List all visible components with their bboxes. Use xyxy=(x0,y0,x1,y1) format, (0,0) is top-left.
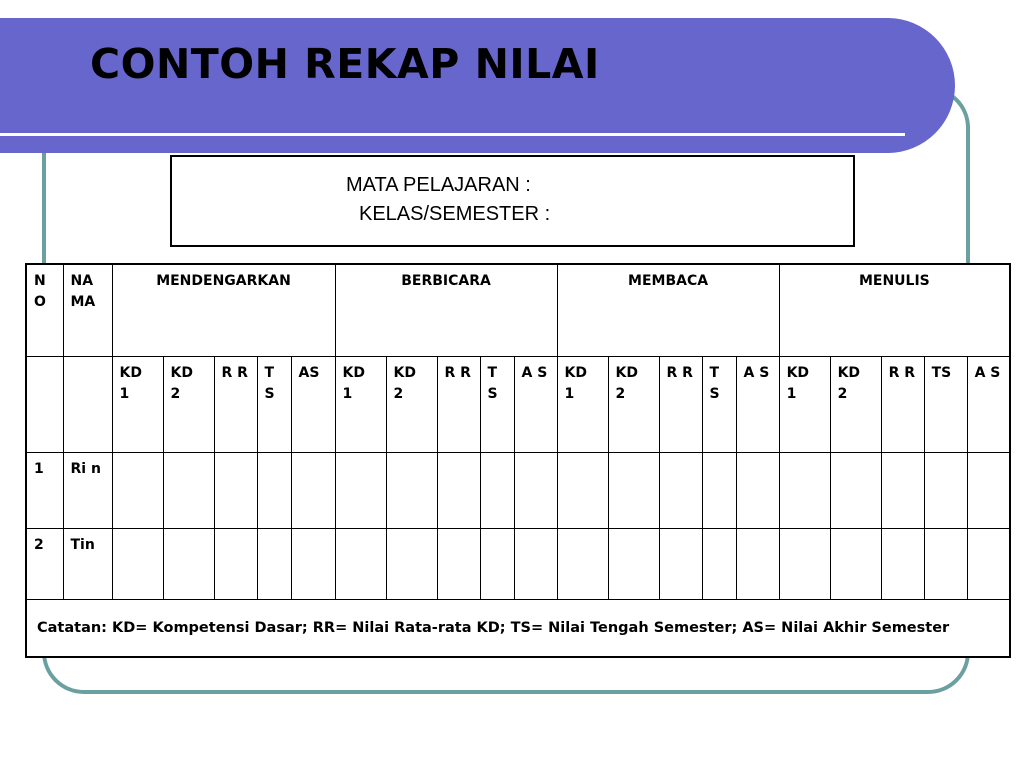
grade-cell xyxy=(881,529,924,600)
table-subheader-row xyxy=(26,357,1010,453)
sub-membaca-as: A S xyxy=(736,357,779,453)
grade-cell xyxy=(557,453,608,529)
grade-cell xyxy=(608,453,659,529)
grade-cell xyxy=(386,529,437,600)
grade-cell xyxy=(881,453,924,529)
sub-berbicara-as: A S xyxy=(514,357,557,453)
grade-cell xyxy=(924,529,967,600)
grade-cell xyxy=(480,453,514,529)
student-name: Tin xyxy=(63,529,112,600)
sub-membaca-kd1: KD 1 xyxy=(557,357,608,453)
sub-membaca-kd2: KD 2 xyxy=(608,357,659,453)
header-menulis: MENULIS xyxy=(779,264,1010,357)
sub-berbicara-kd1: KD 1 xyxy=(335,357,386,453)
class-semester-label: KELAS/SEMESTER : xyxy=(359,203,551,225)
grade-cell xyxy=(291,453,335,529)
grade-cell xyxy=(437,453,480,529)
grade-cell xyxy=(659,453,702,529)
subject-label: MATA PELAJARAN : xyxy=(346,174,531,196)
sub-menulis-as: A S xyxy=(967,357,1010,453)
grade-cell xyxy=(779,453,830,529)
grade-cell xyxy=(702,453,736,529)
grade-cell xyxy=(257,529,291,600)
student-name: Ri n xyxy=(63,453,112,529)
sub-berbicara-kd2: KD 2 xyxy=(386,357,437,453)
grade-cell xyxy=(830,453,881,529)
grade-recap-table xyxy=(25,263,1011,658)
grade-cell xyxy=(291,529,335,600)
grade-cell xyxy=(557,529,608,600)
sub-membaca-ts: T S xyxy=(702,357,736,453)
sub-mendengarkan-rr: R R xyxy=(214,357,257,453)
sub-membaca-rr: R R xyxy=(659,357,702,453)
subheader-empty-cell xyxy=(26,357,63,453)
sub-menulis-kd1: KD 1 xyxy=(779,357,830,453)
grade-cell xyxy=(779,529,830,600)
grade-cell xyxy=(514,529,557,600)
sub-berbicara-ts: T S xyxy=(480,357,514,453)
sub-mendengarkan-kd1: KD 1 xyxy=(112,357,163,453)
table-row xyxy=(26,453,1010,529)
header-mendengarkan: MENDENGARKAN xyxy=(112,264,335,357)
slide-title: CONTOH REKAP NILAI xyxy=(90,40,600,88)
legend-note: Catatan: KD= Kompetensi Dasar; RR= Nilai Rata-rata KD; TS= Nilai Tengah Semester; AS= Nilai Akhir Semester xyxy=(26,600,1010,658)
sub-mendengarkan-as: AS xyxy=(291,357,335,453)
sub-berbicara-rr: R R xyxy=(437,357,480,453)
header-berbicara: BERBICARA xyxy=(335,264,557,357)
header-name: NA MA xyxy=(63,264,112,357)
grade-cell xyxy=(967,453,1010,529)
sub-menulis-rr: R R xyxy=(881,357,924,453)
grade-cell xyxy=(480,529,514,600)
table-note-row xyxy=(26,600,1010,658)
grade-cell xyxy=(736,529,779,600)
grade-cell xyxy=(608,529,659,600)
row-number: 1 xyxy=(26,453,63,529)
grade-cell xyxy=(967,529,1010,600)
grade-cell xyxy=(437,529,480,600)
grade-cell xyxy=(112,529,163,600)
row-number: 2 xyxy=(26,529,63,600)
grade-cell xyxy=(736,453,779,529)
sub-mendengarkan-ts: T S xyxy=(257,357,291,453)
sub-mendengarkan-kd2: KD 2 xyxy=(163,357,214,453)
subject-info-box xyxy=(170,155,855,247)
grade-cell xyxy=(830,529,881,600)
grade-cell xyxy=(214,453,257,529)
sub-menulis-ts: TS xyxy=(924,357,967,453)
grade-cell xyxy=(924,453,967,529)
grade-cell xyxy=(112,453,163,529)
sub-menulis-kd2: KD 2 xyxy=(830,357,881,453)
grade-cell xyxy=(702,529,736,600)
grade-cell xyxy=(335,453,386,529)
grade-cell xyxy=(335,529,386,600)
grade-cell xyxy=(163,453,214,529)
table-row xyxy=(26,529,1010,600)
banner-divider xyxy=(0,133,905,136)
table-header-row xyxy=(26,264,1010,357)
grade-cell xyxy=(257,453,291,529)
grade-cell xyxy=(163,529,214,600)
grade-cell xyxy=(659,529,702,600)
subheader-empty-cell xyxy=(63,357,112,453)
grade-cell xyxy=(386,453,437,529)
header-no: N O xyxy=(26,264,63,357)
grade-cell xyxy=(214,529,257,600)
grade-cell xyxy=(514,453,557,529)
header-membaca: MEMBACA xyxy=(557,264,779,357)
